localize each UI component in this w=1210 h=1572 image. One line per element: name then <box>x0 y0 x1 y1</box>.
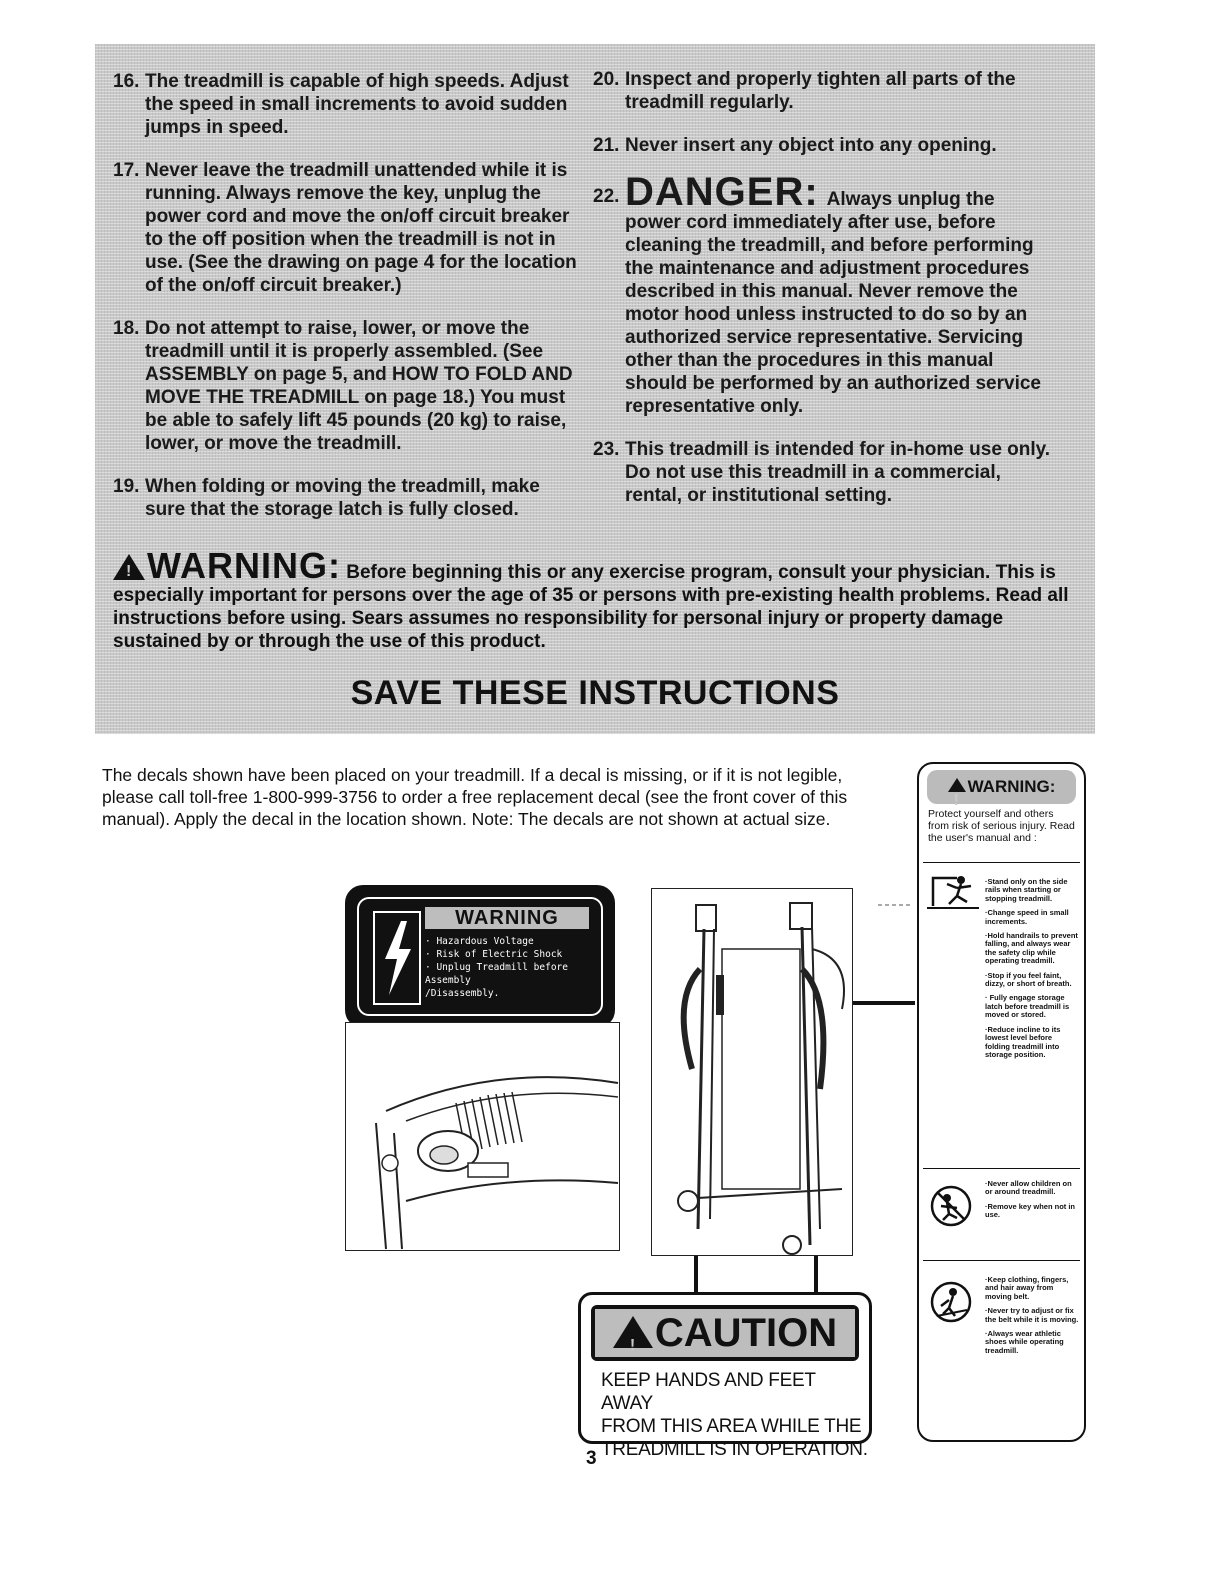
no-children-icon <box>929 1184 973 1228</box>
caution-triangle-icon <box>613 1316 653 1348</box>
side-decal-list-2: ·Never allow children on or around treadmill. ·Remove key when not in use. <box>985 1179 1076 1220</box>
person-on-rails-icon <box>927 872 979 912</box>
motor-hood-illustration <box>345 1022 620 1251</box>
save-instructions-heading: SAVE THESE INSTRUCTIONS <box>350 674 840 712</box>
safety-item: 21. Never insert any object into any opening. <box>593 135 997 156</box>
caution-label: CAUTION <box>654 1311 838 1355</box>
general-warning: !WARNING: Before beginning this or any exercise program, consult your physician. This is especially important for persons over the age of 35 or persons with pre-existing health problems. Read all instructions before using. Sears assumes no responsibility for personal injury or property damage sustained by or through the use of this product. <box>113 554 1073 653</box>
safety-column-left <box>113 70 583 541</box>
caution-decal-text: KEEP HANDS AND FEET AWAY FROM THIS AREA WHILE THE TREADMILL IS IN OPERATION. <box>601 1370 868 1460</box>
safety-column-right <box>593 68 1053 527</box>
page-number: 3 <box>586 1448 597 1469</box>
decal-intro-text: The decals shown have been placed on your treadmill. If a decal is missing, or if it is not legible, please call toll-free 1-800-999-3756 to order a free replacement decal (see the front cover of this manual). Apply the decal in the location shown. Note: The decals are not shown at actual size. <box>102 765 848 829</box>
treadmill-folded-illustration <box>651 888 853 1256</box>
moving-belt-hazard-icon <box>929 1280 973 1324</box>
safety-item: 18. Do not attempt to raise, lower, or move the treadmill until it is properly assembled. (See ASSEMBLY on page 5, and HOW TO FOLD AND MOVE THE TREADMILL on page 18.) You must be able to safely lift 45 pounds (20 kg) to raise, lower, or move the treadmill. <box>113 318 573 454</box>
side-decal-list-1: ·Stand only on the side rails when starting or stopping treadmill. ·Change speed in small increments. ·Hold handrails to prevent falling, and always wear the safety clip while operating treadmill. ·Stop if you feel faint, dizzy, or short of breath. · Fully engage storage latch before treadmill is moved or stored. ·Reduce incline to its lowest level before folding treadmill into storage position. <box>985 877 1078 1059</box>
safety-item-danger: 22. DANGER: Always unplug the power cord immediately after use, before cleaning the treadmill, and before performing the maintenance and adjustment procedures described in this manual. Never remove the motor hood unless instructed to do so by an authorized service representative. Servicing other than the procedures in this manual should be performed by an authorized service representative only. <box>593 170 1041 417</box>
side-decal-list-3: ·Keep clothing, fingers, and hair away from moving belt. ·Never try to adjust or fix the belt while it is moving. ·Always wear athletic shoes while operating treadmill. <box>985 1275 1079 1355</box>
safety-item: 16. The treadmill is capable of high speeds. Adjust the speed in small increments to avoid sudden jumps in speed. <box>113 71 569 138</box>
side-warning-decal <box>917 762 1086 1442</box>
danger-label: DANGER: <box>625 170 819 214</box>
safety-item: 17. Never leave the treadmill unattended while it is running. Always remove the key, unplug the power cord and move the on/off circuit breaker to the off position when the treadmill is not in use. (See the drawing on page 4 for the location of the on/off circuit breaker.) <box>113 160 577 296</box>
side-decal-lead: Protect yourself and others from risk of serious injury. Read the user's manual and : <box>928 808 1075 844</box>
safety-panel <box>95 44 1095 734</box>
voltage-decal-list: · Hazardous Voltage · Risk of Electric Shock · Unplug Treadmill before Assembly /Disassembly. <box>425 936 568 999</box>
warning-label: WARNING: <box>147 545 341 586</box>
voltage-warning-decal <box>345 885 615 1028</box>
safety-item: 23. This treadmill is intended for in-home use only. Do not use this treadmill in a commercial, rental, or institutional setting. <box>593 439 1051 506</box>
side-decal-header: !WARNING: <box>927 770 1076 804</box>
voltage-decal-header: WARNING <box>425 907 589 929</box>
warning-triangle-icon <box>948 778 966 792</box>
safety-item: 19. When folding or moving the treadmill, make sure that the storage latch is fully closed. <box>113 476 540 520</box>
caution-decal <box>578 1292 872 1460</box>
warning-triangle-icon <box>113 554 145 580</box>
lightning-bolt-icon <box>373 911 421 1005</box>
safety-item: 20. Inspect and properly tighten all parts of the treadmill regularly. <box>593 69 1016 113</box>
